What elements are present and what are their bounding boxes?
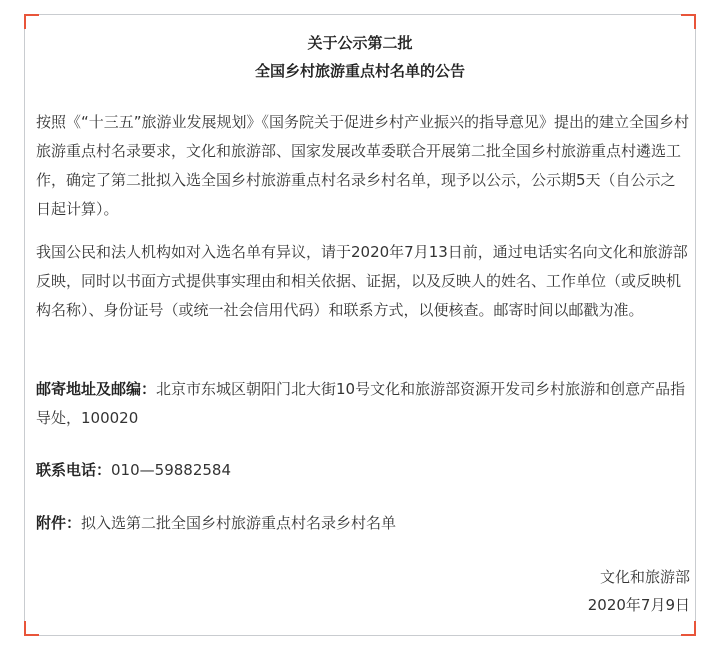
corner-decoration-top-right-icon [680, 14, 696, 30]
mailing-address-label: 邮寄地址及邮编： [36, 380, 157, 398]
mailing-address-value: 北京市东城区朝阳门北大街10号文化和旅游部资源开发司乡村旅游和创意产品指导处，100020 [36, 380, 686, 427]
corner-decoration-top-left-icon [24, 14, 40, 30]
contact-phone-value: 010—59882584 [111, 461, 231, 479]
signature-date: 2020年7月9日 [587, 596, 690, 614]
notice-title-line1: 关于公示第二批 [307, 34, 413, 52]
notice-paragraph-objection: 我国公民和法人机构如对入选名单有异议，请于2020年7月13日前，通过电话实名向文化和旅游部反映，同时以书面方式提供事实理由和相关依据、证据，以及反映人的姓名、工作单位（或反映机构名称）、身份证号（或统一社会信用代码）和联系方式，以便核查。邮寄时间以邮戳为准。 [36, 243, 688, 319]
contact-phone-label: 联系电话： [36, 461, 112, 479]
notice-title-line2: 全国乡村旅游重点村名单的公告 [254, 62, 465, 80]
corner-decoration-bottom-left-icon [24, 620, 40, 636]
attachment-label: 附件： [36, 514, 82, 532]
signature-organization: 文化和旅游部 [599, 568, 690, 586]
attachment [36, 509, 690, 538]
corner-decoration-bottom-right-icon [680, 620, 696, 636]
attachment-value: 拟入选第二批全国乡村旅游重点村名录乡村名单 [81, 514, 397, 532]
contact-phone [36, 456, 690, 485]
mailing-address [36, 375, 690, 433]
notice-paragraph-basis: 按照《“十三五”旅游业发展规划》《国务院关于促进乡村产业振兴的指导意见》提出的建立全国乡村旅游重点村名录要求，文化和旅游部、国家发展改革委联合开展第二批全国乡村旅游重点村遴选工作，确定了第二批拟入选全国乡村旅游重点村名录乡村名单，现予以公示，公示期5天（自公示之日起计算）。 [36, 113, 690, 218]
